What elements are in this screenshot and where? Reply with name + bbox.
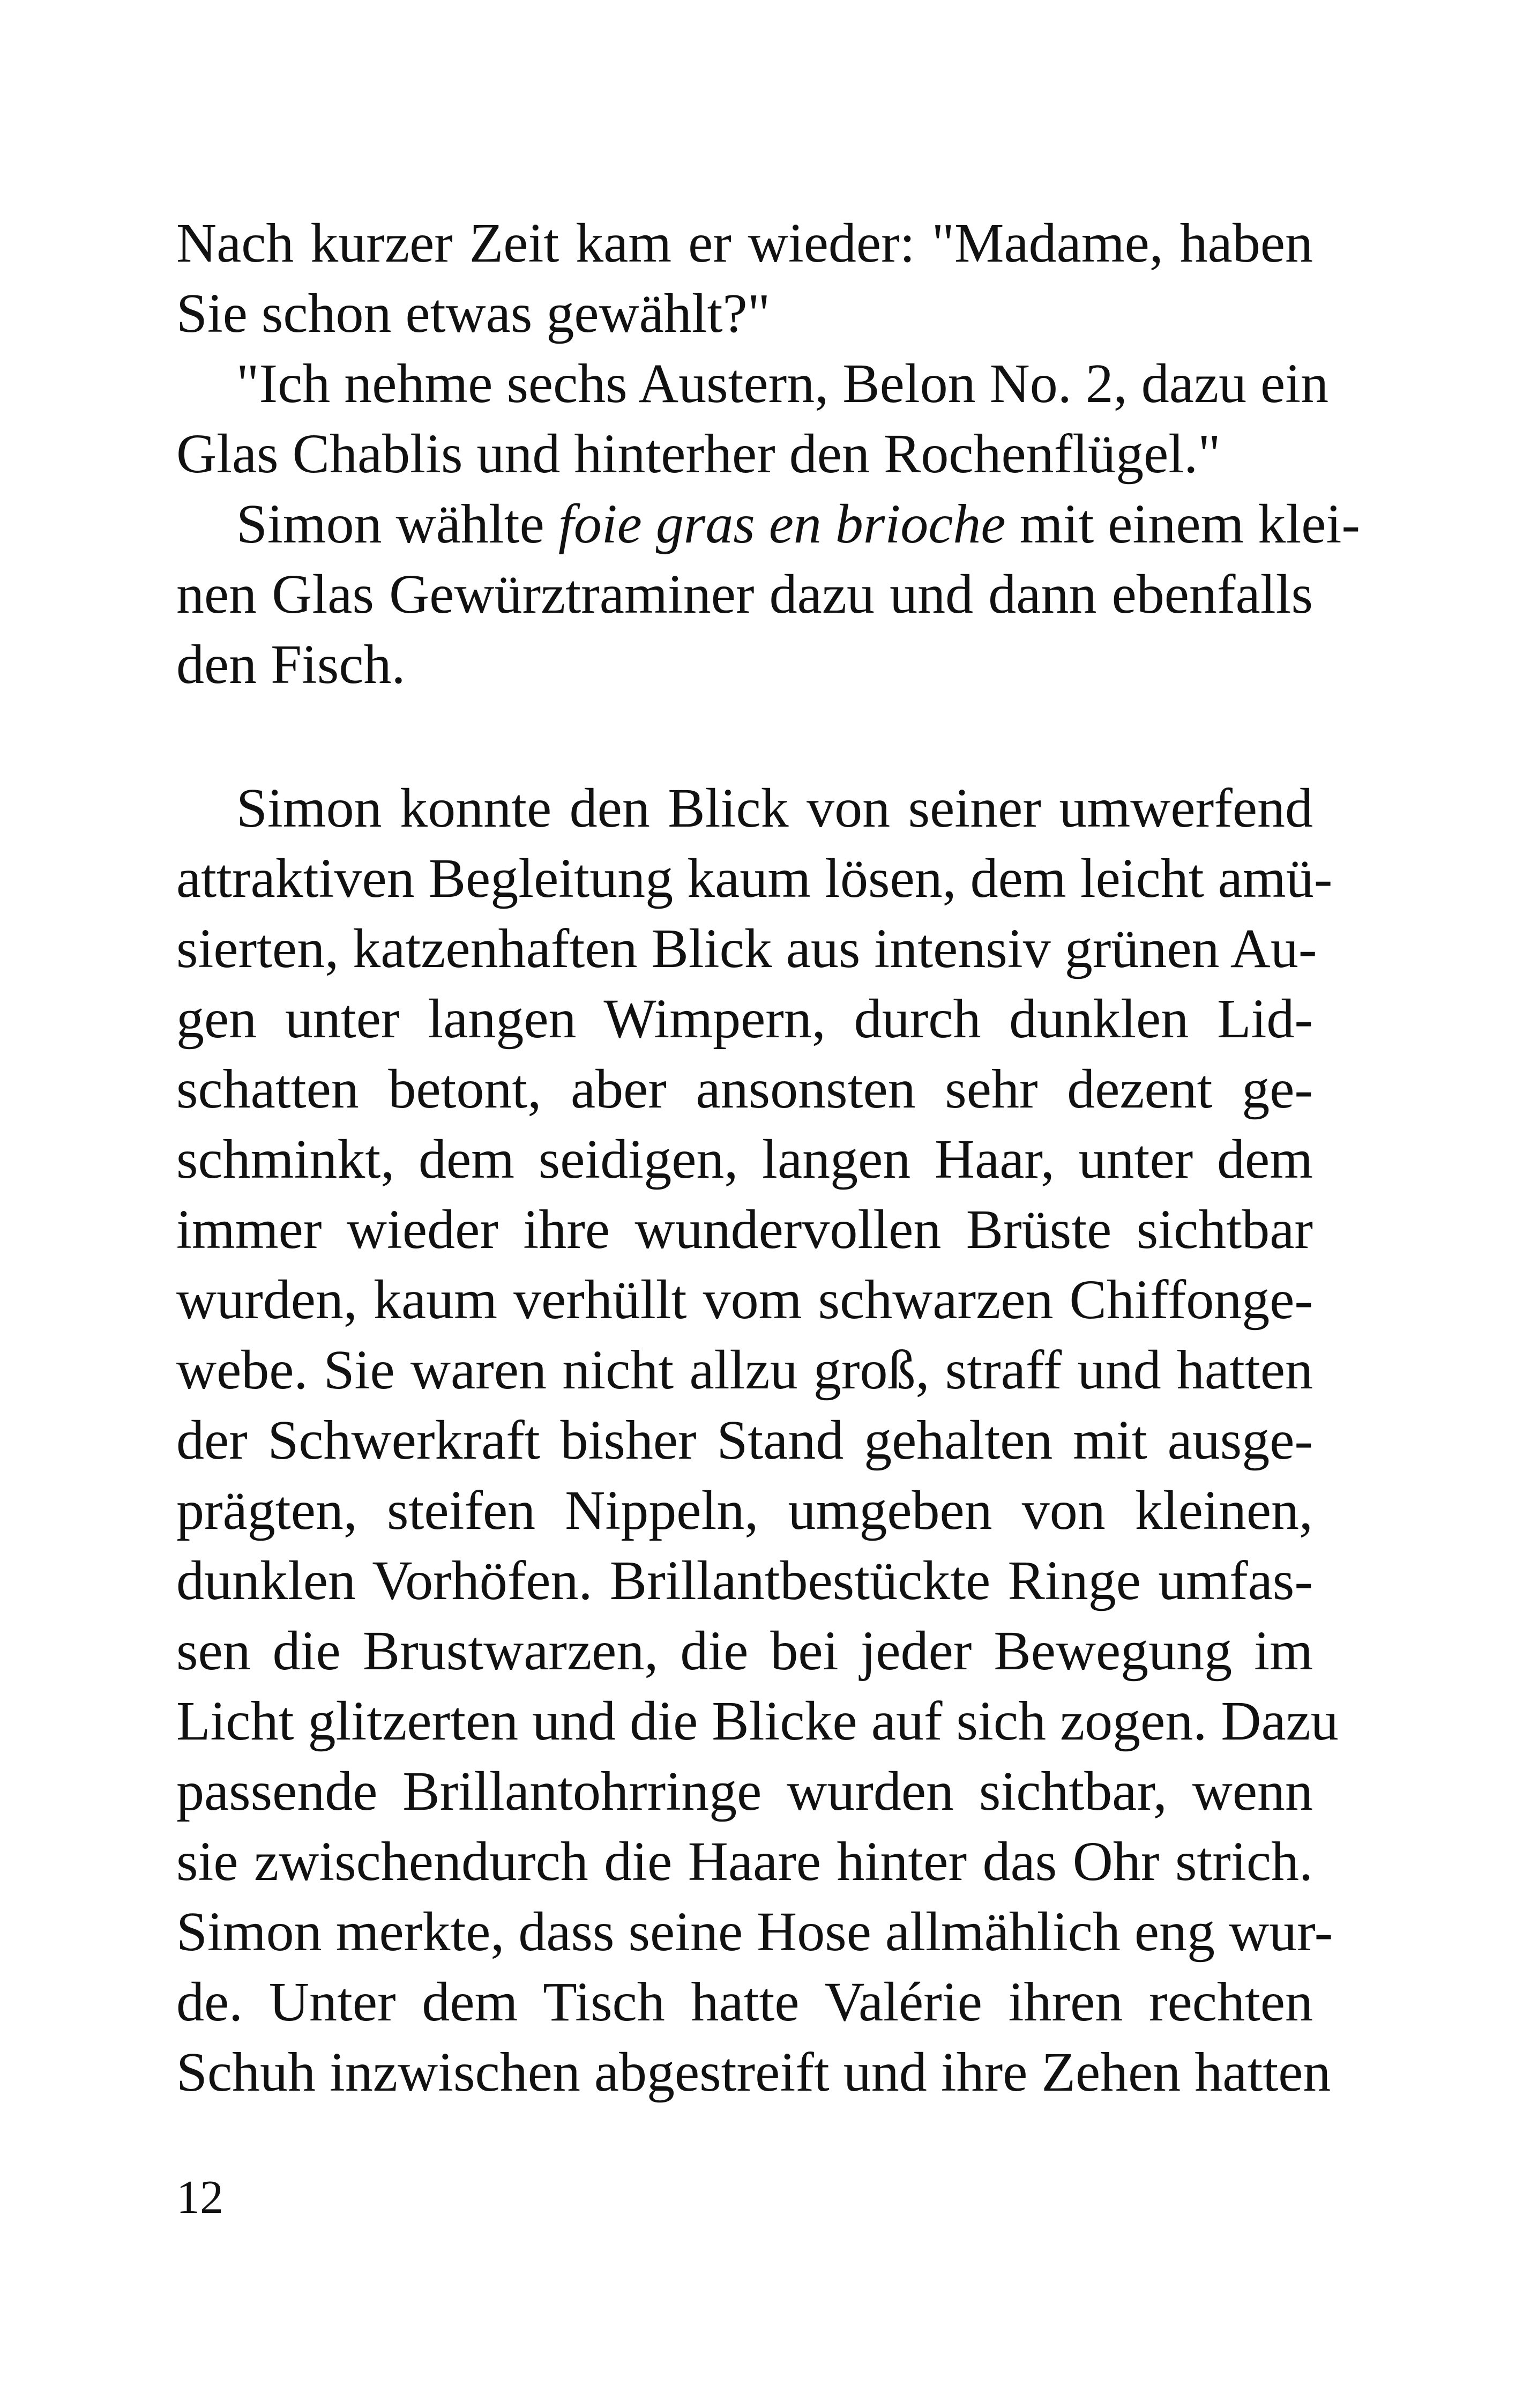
text-line: passende Brillantohrringe wurden sichtbar, wenn [176,1760,1313,1822]
text-line: den Fisch. [176,634,406,695]
italic-dish-name: foie gras en brioche [558,493,1006,555]
text-line: Schuh inzwischen abgestreift und ihre Zehen hatten [176,2041,1331,2103]
text-line: Glas Chablis und hinterher den Rochenflügel." [176,423,1221,485]
text-line: wurden, kaum verhüllt vom schwarzen Chiffonge- [176,1269,1313,1331]
text-line: attraktiven Begleitung kaum lösen, dem leicht amü- [176,848,1333,909]
text-line: prägten, steifen Nippeln, umgeben von kleinen, [176,1480,1313,1541]
text-line: Sie schon etwas gewählt?" [176,283,771,344]
text-line: nen Glas Gewürztraminer dazu und dann ebenfalls [176,563,1313,625]
paragraph-description [176,773,1339,2107]
text-line: gen unter langen Wimpern, durch dunklen Lid- [176,988,1313,1050]
text-line: Simon merkte, dass seine Hose allmählich eng wur- [176,1901,1333,1963]
text-run: Simon wählte [236,493,558,555]
text-line: webe. Sie waren nicht allzu groß, straff und hatten [176,1339,1313,1401]
text-line: schatten betont, aber ansonsten sehr dezent ge- [176,1058,1313,1120]
text-line: "Ich nehme sechs Austern, Belon No. 2, dazu ein [236,353,1329,414]
text-line: Nach kurzer Zeit kam er wieder: "Madame, haben [176,212,1313,274]
page-number: 12 [176,2172,223,2224]
text-line: Licht glitzerten und die Blicke auf sich zogen. Dazu [176,1690,1339,1752]
text-line: dunklen Vorhöfen. Brillantbestückte Ringe umfas- [176,1550,1313,1611]
text-line: de. Unter dem Tisch hatte Valérie ihren rechten [176,1971,1313,2033]
text-line: sie zwischendurch die Haare hinter das Ohr strich. [176,1831,1313,1892]
text-line: immer wieder ihre wundervollen Brüste sichtbar [176,1199,1313,1260]
paragraph-dialogue [176,208,1360,700]
text-run: mit einem klei- [1005,493,1360,555]
text-line [176,489,1360,559]
text-line: der Schwerkraft bisher Stand gehalten mit ausge- [176,1409,1313,1471]
text-line: sierten, katzenhaften Blick aus intensiv grünen Au- [176,918,1317,979]
text-line: schminkt, dem seidigen, langen Haar, unter dem [176,1128,1313,1190]
text-line: sen die Brustwarzen, die bei jeder Bewegung im [176,1620,1313,1682]
text-line: Simon konnte den Blick von seiner umwerfend [236,777,1313,839]
